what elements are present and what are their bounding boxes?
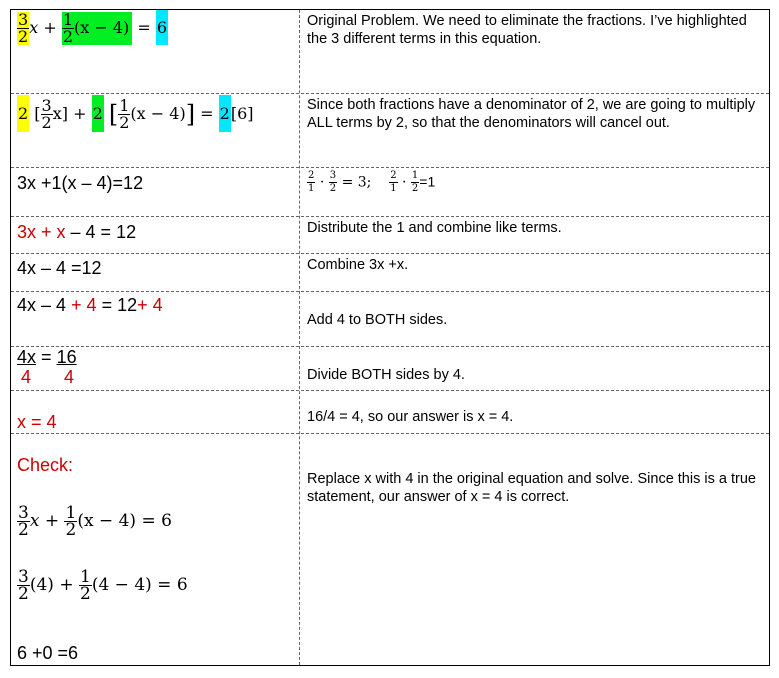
dot: · [402,174,407,191]
denominator: 2 [329,183,337,194]
highlighted-terms: 3x + x [17,222,66,242]
row-explanation: Since both fractions have a denominator of 2, we are going to multiply ALL terms by 2, so that the denominators will cancel out. [307,97,756,131]
rhs: = 6 [157,575,188,595]
numerator: 4x [17,347,37,367]
row-divider [11,433,769,434]
remaining-terms: – 4 = 12 [65,222,137,242]
variable: x] [52,104,68,123]
denominator: 1 [390,183,397,194]
divisor: 4 [21,367,32,387]
fraction-cancel [307,170,763,195]
group: (x − 4) [74,18,130,37]
denominator: 2 [18,584,29,604]
bracket: [ [34,104,41,123]
answer: x = 4 [17,412,57,432]
terms: = 12 [96,295,138,315]
row-divider [11,167,769,168]
dot: · [319,174,325,191]
row-divider [11,253,769,254]
numerator: 3 [18,503,29,523]
check-heading: Check: [17,455,74,475]
row-divider [11,216,769,217]
group: (x − 4) [130,104,186,123]
column-divider [299,10,300,665]
numerator: 3 [329,170,337,181]
terms: 4x – 4 [17,295,72,315]
worked-solution-table [10,9,770,666]
numerator: 3 [18,10,29,29]
check-equation-2 [17,569,188,602]
divisor: 4 [64,367,75,387]
denominator: 2 [119,113,130,132]
row-explanation: Combine 3x +x. [307,257,409,273]
row-explanation: Add 4 to BOTH sides. [307,312,448,328]
multiplier: 2 [17,95,29,132]
numerator: 1 [65,503,77,523]
row-explanation: 16/4 = 4, so our answer is x = 4. [307,409,514,425]
denominator: 2 [79,584,91,604]
division-step [17,347,295,387]
added-term: + 4 [137,295,163,315]
row-explanation: Divide BOTH sides by 4. [307,367,465,383]
term-half-group [62,12,132,45]
numerator: 2 [308,170,315,181]
numerator: 1 [411,170,419,181]
denominator: 2 [18,27,29,46]
variable: x [29,511,40,531]
rhs: = 6 [141,511,172,531]
row-explanation: Distribute the 1 and combine like terms. [307,220,562,236]
denominator: 2 [411,183,419,194]
operator: + [43,18,57,37]
row-divider [11,390,769,391]
step-equation: 4x – 4 =12 [17,258,102,278]
constant: [6] [230,104,254,123]
row-divider [11,93,769,94]
numerator: 1 [62,10,73,29]
numerator: 3 [41,96,52,115]
step-equation [17,221,295,243]
equals: = [41,347,52,367]
multiplier: 2 [219,95,231,132]
bracket: [ [108,100,119,129]
term-constant: 6 [156,10,168,45]
value: (4) [29,575,54,595]
equals: = [137,18,151,37]
multiplied-equation [17,98,295,131]
check-equation-1 [17,505,172,538]
multiplier: 2 [92,95,104,132]
result: = 3; [341,174,372,191]
check-section [17,435,295,665]
step-equation [17,294,295,316]
numerator: 3 [18,567,29,587]
denominator: 2 [62,27,73,46]
result: =1 [419,173,436,190]
check-result: 6 +0 =6 [17,643,79,663]
group: (4 − 4) [91,575,152,595]
denominator: 1 [308,183,315,194]
denominator: 2 [65,520,77,540]
operator: + [73,104,87,123]
term-three-halves [17,12,29,45]
added-term: + 4 [71,295,97,315]
numerator: 1 [119,96,130,115]
step-equation: 3x +1(x – 4)=12 [17,173,144,193]
variable: x [29,18,39,37]
operator: + [59,575,74,595]
bracket: ] [185,100,196,129]
row-explanation: Original Problem. We need to eliminate the fractions. I’ve highlighted the 3 different terms in this equation. [307,13,747,47]
numerator: 16 [56,347,77,367]
numerator: 1 [79,567,91,587]
denominator: 2 [18,520,29,540]
operator: + [44,511,60,531]
numerator: 2 [390,170,397,181]
denominator: 2 [41,113,52,132]
row-explanation: Replace x with 4 in the original equation and solve. Since this is a true statement, our answer of x = 4 is correct. [307,471,756,505]
group: (x − 4) [77,511,137,531]
row-divider [11,291,769,292]
equals: = [200,104,214,123]
original-equation [17,12,295,45]
